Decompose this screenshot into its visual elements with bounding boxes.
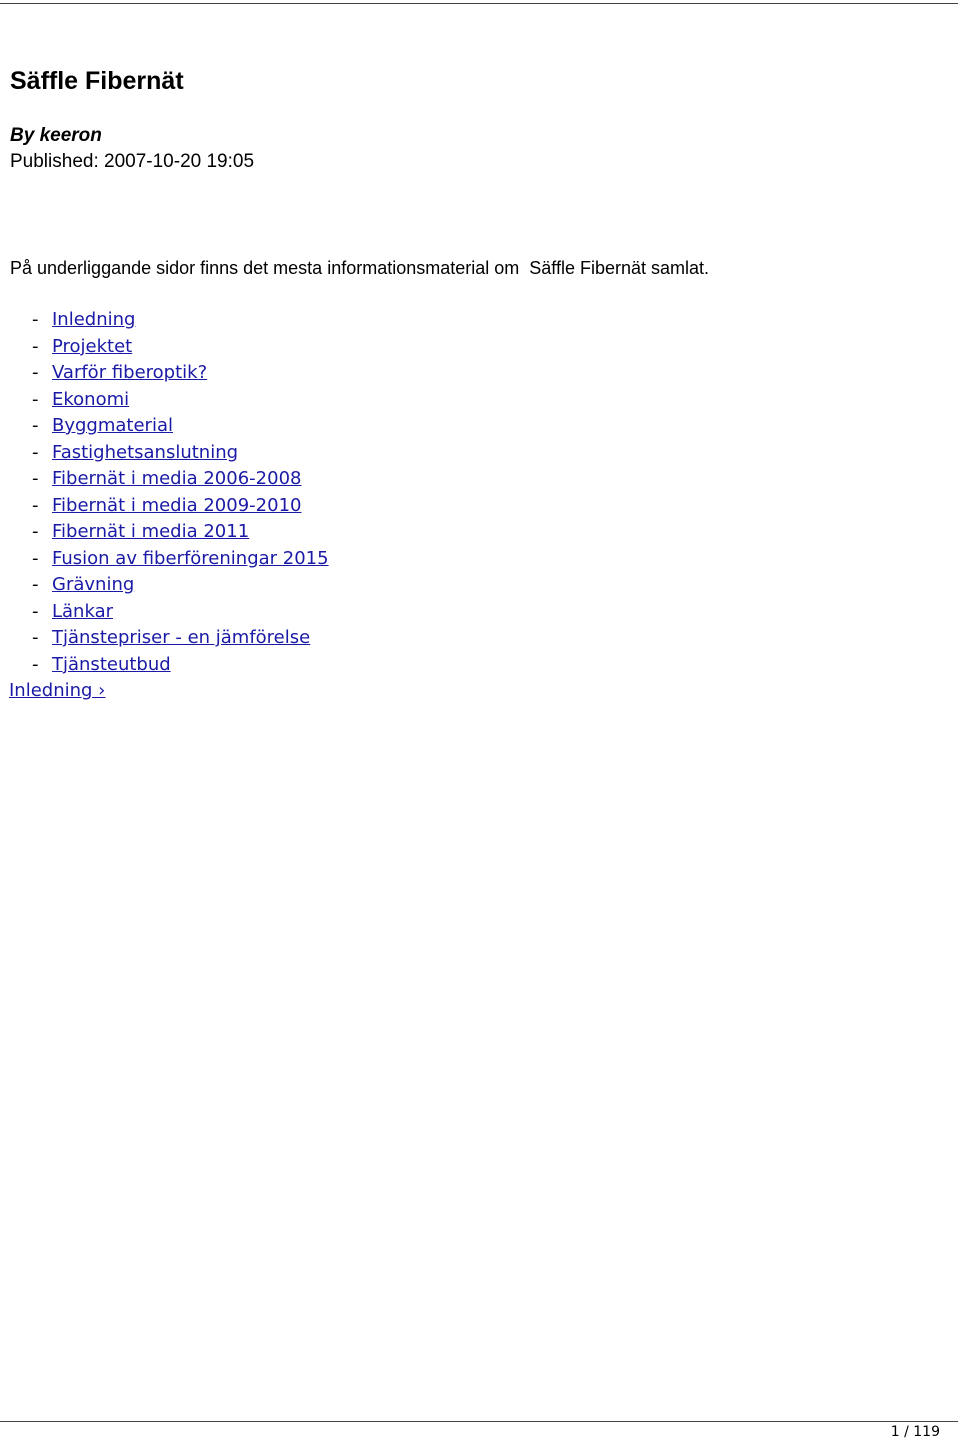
toc-item: [32, 413, 329, 440]
toc-item: [32, 599, 329, 626]
toc-dash: -: [32, 441, 39, 463]
toc-dash: -: [32, 574, 39, 595]
toc-link-media-2006-2008[interactable]: Fibernät i media 2006-2008: [52, 468, 302, 489]
toc-item: [32, 387, 329, 414]
toc-dash: -: [32, 547, 39, 569]
toc-dash: -: [32, 362, 39, 383]
toc-link-inledning[interactable]: Inledning: [52, 309, 136, 330]
toc-link-lankar[interactable]: Länkar: [52, 600, 114, 622]
toc-dash: -: [32, 335, 39, 357]
table-of-contents: [32, 307, 329, 678]
author-line: By keeron: [10, 125, 102, 146]
toc-dash: -: [32, 521, 39, 542]
toc-dash: -: [32, 494, 39, 516]
toc-item: [32, 440, 329, 467]
toc-item: [32, 652, 329, 679]
toc-link-tjansteutbud[interactable]: Tjänsteutbud: [52, 653, 171, 675]
toc-dash: -: [32, 415, 39, 436]
toc-item: [32, 466, 329, 493]
intro-paragraph: På underliggande sidor finns det mesta informationsmaterial om Säffle Fibernät samlat.: [10, 258, 710, 278]
next-page-link[interactable]: Inledning ›: [9, 680, 106, 701]
published-date: Published: 2007-10-20 19:05: [10, 151, 255, 172]
toc-item: [32, 334, 329, 361]
toc-item: [32, 572, 329, 599]
toc-link-gravning[interactable]: Grävning: [52, 574, 135, 595]
toc-item: [32, 360, 329, 387]
footer-rule: [0, 1421, 958, 1422]
toc-link-media-2009-2010[interactable]: Fibernät i media 2009-2010: [52, 494, 302, 516]
toc-dash: -: [32, 653, 39, 675]
page-title: Säffle Fibernät: [10, 67, 184, 95]
toc-link-fusion-2015[interactable]: Fusion av fiberföreningar 2015: [52, 547, 329, 569]
toc-dash: -: [32, 388, 39, 410]
toc-link-fastighetsanslutning[interactable]: Fastighetsanslutning: [52, 441, 239, 463]
toc-item: [32, 546, 329, 573]
toc-item: [32, 625, 329, 652]
toc-link-media-2011[interactable]: Fibernät i media 2011: [52, 521, 250, 542]
header-rule: [0, 3, 958, 4]
toc-dash: -: [32, 309, 39, 330]
toc-dash: -: [32, 468, 39, 489]
page-number: 1 / 119: [890, 1424, 940, 1440]
toc-link-varfor-fiberoptik[interactable]: Varför fiberoptik?: [52, 362, 208, 383]
toc-link-projektet[interactable]: Projektet: [52, 335, 133, 357]
toc-item: [32, 307, 329, 334]
toc-dash: -: [32, 600, 39, 622]
toc-link-ekonomi[interactable]: Ekonomi: [52, 388, 130, 410]
toc-link-byggmaterial[interactable]: Byggmaterial: [52, 415, 173, 436]
toc-item: [32, 519, 329, 546]
toc-dash: -: [32, 627, 39, 648]
toc-link-tjanstepriser[interactable]: Tjänstepriser - en jämförelse: [52, 627, 311, 648]
toc-item: [32, 493, 329, 520]
